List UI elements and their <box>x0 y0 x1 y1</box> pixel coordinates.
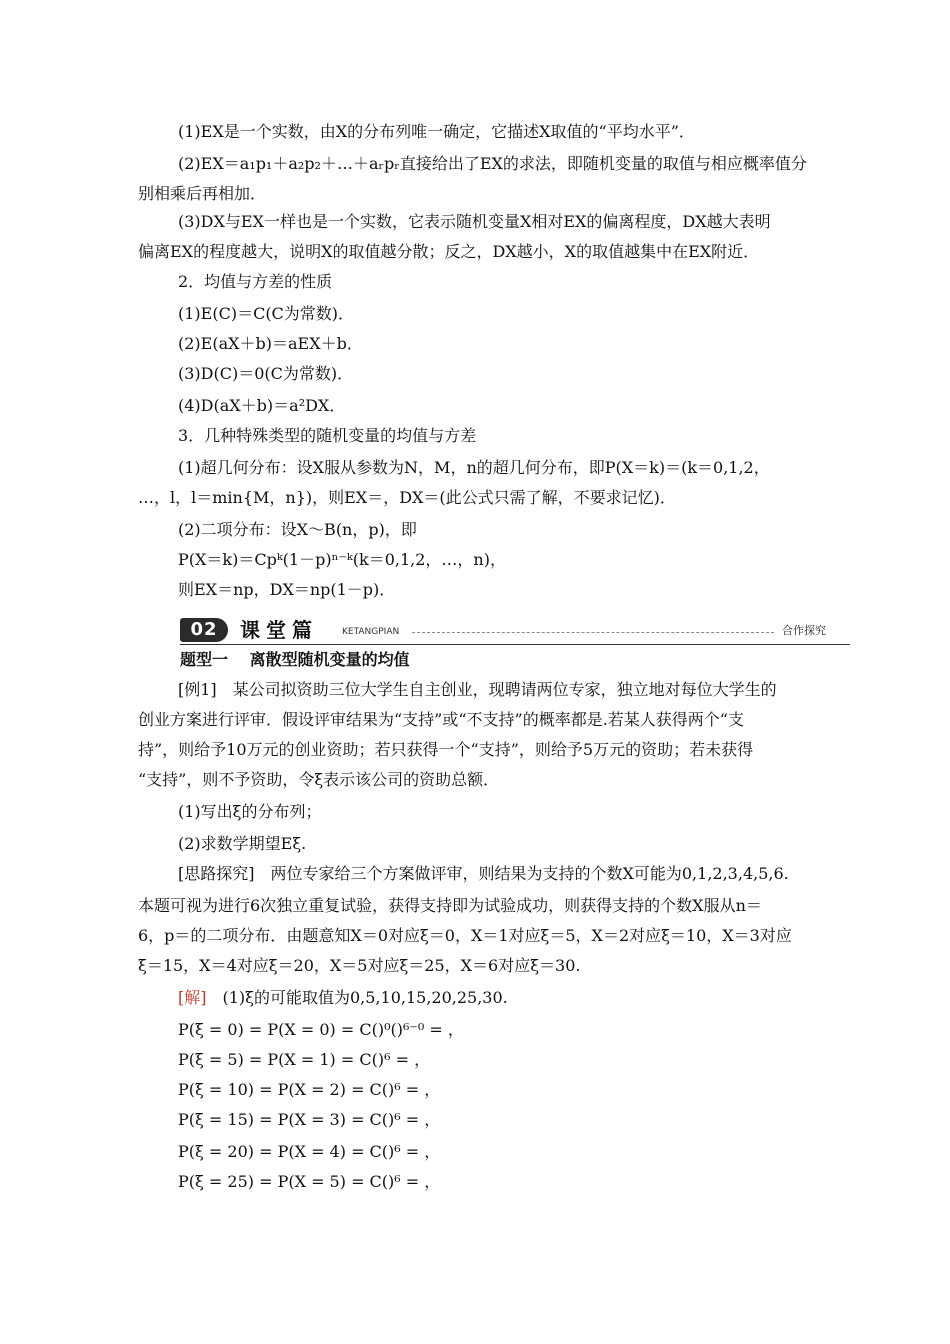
text-line: 2．均值与方差的性质 <box>178 272 333 291</box>
text-line: 3．几种特殊类型的随机变量的均值与方差 <box>178 426 477 445</box>
text-line: (3)D(C)＝0(C为常数)． <box>178 364 354 383</box>
section-number-badge: 02 <box>180 618 228 642</box>
solution-line: P(ξ = 20) = P(X = 4) = C()⁶ = ， <box>178 1142 441 1161</box>
example-line: (2)求数学期望Eξ. <box>178 834 307 853</box>
solution-line: P(ξ = 0) = P(X = 0) = C()⁰()⁶⁻⁰ = ， <box>178 1020 464 1039</box>
text-line: 别相乘后再相加． <box>138 184 267 203</box>
example-line: 持”，则给予10万元的创业资助；若只获得一个“支持”，则给予5万元的资助；若未获得 <box>138 740 754 759</box>
thinking-line: 6，p＝的二项分布．由题意知X＝0对应ξ＝0，X＝1对应ξ＝5，X＝2对应ξ＝10，X＝3对应 <box>138 926 792 945</box>
text-line: (2)二项分布：设X～B(n，p)，即 <box>178 520 417 539</box>
section-title: 题型一 离散型随机变量的均值 <box>180 650 410 669</box>
solution-label: [解] <box>178 988 207 1007</box>
text-line: (1)E(C)＝C(C为常数)． <box>178 304 355 323</box>
banner-right-label: 合作探究 <box>782 624 826 637</box>
example-line: (1)写出ξ的分布列； <box>178 802 322 821</box>
text-line: (2)EX＝a₁p₁＋a₂p₂＋…＋aᵣpᵣ直接给出了EX的求法，即随机变量的取值与相应概率值分 <box>178 154 807 173</box>
example-line: 创业方案进行评审．假设评审结果为“支持”或“不支持”的概率都是.若某人获得两个“支 <box>138 710 744 729</box>
text-line: (1)超几何分布：设X服从参数为N，M，n的超几何分布，即P(X＝k)＝(k＝0,1,2， <box>178 458 770 477</box>
example-line: [例1] 某公司拟资助三位大学生自主创业，现聘请两位专家，独立地对每位大学生的 <box>178 680 777 699</box>
example-line: “支持”，则不予资助，令ξ表示该公司的资助总额． <box>138 770 500 789</box>
banner-english: KETANGPIAN <box>342 627 400 637</box>
solution-line: P(ξ = 10) = P(X = 2) = C()⁶ = ， <box>178 1080 441 1099</box>
text-line: (4)D(aX＋b)＝a²DX． <box>178 396 346 415</box>
section-banner <box>180 616 850 646</box>
thinking-line: ξ＝15，X＝4对应ξ＝20，X＝5对应ξ＝25，X＝6对应ξ＝30. <box>138 956 581 975</box>
banner-dashed-rule <box>412 632 774 633</box>
text-line: …，l，l＝min{M，n})，则EX＝，DX＝(此公式只需了解，不要求记忆)． <box>138 488 676 507</box>
solution-line: P(ξ = 15) = P(X = 3) = C()⁶ = ， <box>178 1110 441 1129</box>
banner-title: 课堂篇 <box>240 618 318 642</box>
banner-underline <box>180 644 850 645</box>
thinking-line: [思路探究] 两位专家给三个方案做评审，则结果为支持的个数X可能为0,1,2,3,4,5,6. <box>178 864 789 883</box>
solution-line: P(ξ = 5) = P(X = 1) = C()⁶ = ， <box>178 1050 431 1069</box>
text-line: 则EX＝np，DX＝np(1－p)． <box>178 580 396 599</box>
solution-line: P(ξ = 25) = P(X = 5) = C()⁶ = ， <box>178 1172 441 1191</box>
solution-first-line <box>178 988 854 1008</box>
thinking-line: 本题可视为进行6次独立重复试验，获得支持即为试验成功，则获得支持的个数X服从n＝ <box>138 896 762 915</box>
text-line: 偏离EX的程度越大，说明X的取值越分散；反之，DX越小，X的取值越集中在EX附近． <box>138 242 760 261</box>
text-line: (1)EX是一个实数，由X的分布列唯一确定，它描述X取值的“平均水平”． <box>178 122 695 141</box>
solution-first-text: (1)ξ的可能取值为0,5,10,15,20,25,30. <box>206 988 508 1007</box>
text-line: P(X＝k)＝Cpᵏ(1－p)ⁿ⁻ᵏ(k＝0,1,2，…，n)， <box>178 550 506 569</box>
text-line: (2)E(aX＋b)＝aEX＋b． <box>178 334 363 353</box>
text-line: (3)DX与EX一样也是一个实数，它表示随机变量X相对EX的偏离程度，DX越大表明 <box>178 212 771 231</box>
